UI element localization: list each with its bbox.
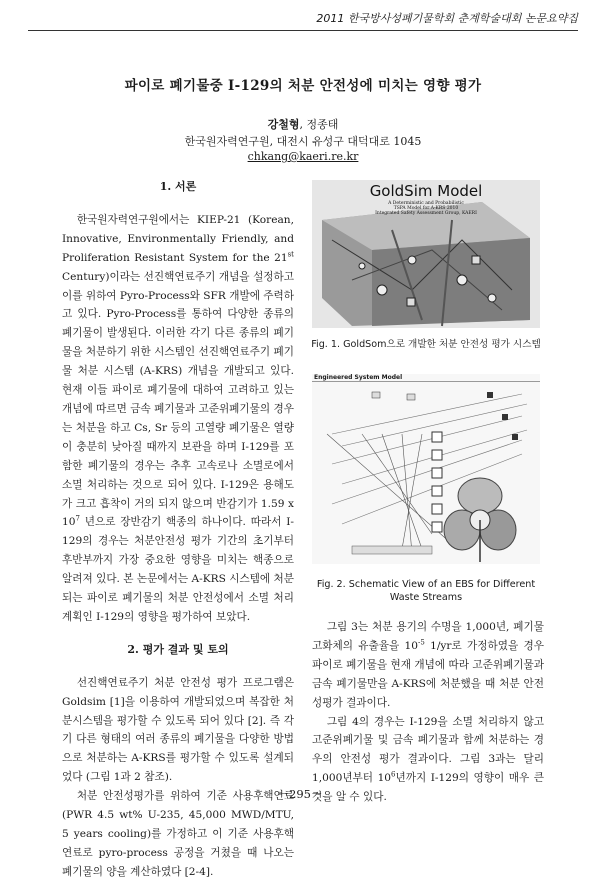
ebs-schematic bbox=[312, 374, 540, 564]
left-column bbox=[62, 178, 294, 882]
figure-2-caption: Fig. 2. Schematic View of an EBS for Different Waste Streams bbox=[316, 579, 536, 603]
author-secondary: , 정종태 bbox=[299, 118, 339, 131]
email-text[interactable]: chkang@kaeri.re.kr bbox=[247, 150, 359, 163]
figure-1-caption: Fig. 1. GoldSom으로 개발한 처분 안전성 평가 시스템 bbox=[311, 339, 541, 350]
author-primary: 강철형 bbox=[267, 118, 300, 131]
section-heading-results: 2. 평가 결과 및 토의 bbox=[127, 642, 229, 656]
author-line bbox=[28, 116, 578, 132]
figure-1-title: GoldSim Model bbox=[369, 182, 483, 200]
conference-header: 2011 한국방사성폐기물학회 춘계학술대회 논문요약집 bbox=[316, 12, 578, 25]
figure-2-label: Engineered System Model bbox=[314, 374, 403, 381]
email-link[interactable] bbox=[28, 150, 578, 163]
paper-title: 파이로 폐기물중 I-129의 처분 안전성에 미치는 영향 평가 bbox=[124, 78, 482, 94]
page-number: －295－ bbox=[277, 787, 323, 801]
results-paragraph-4: 그림 4의 경우는 I-129을 소멸 처리하지 않고 고준위폐기물 및 금속 폐기물과 함께 처분하는 경우의 안전성 평가 결과이다. 그림 3과는 달리 1,000년부터 $10^6$년까지 I-129의 영향이 매우 큰 것을 알 수 있다. bbox=[312, 715, 544, 804]
results-paragraph-1: 선진핵연료주기 처분 안전성 평가 프로그램은 Goldsim [1]을 이용하여 개발되었으며 복잡한 처분시스템을 평가할 수 있도록 되어 있다 [2]. 즉 각기 다른 형태의 여러 종류의 폐기물을 다양한 방법으로 처분하는 A-KRS를 평가할 수 있도록 설계되었다 (그림 1과 2 참조). bbox=[62, 676, 294, 784]
figure-1-subtitle: A Deterministic and Probabilistic TSPA Model for A-KRS 2010 Integrated Safety Assessment Group, KAERI bbox=[375, 201, 477, 216]
right-column bbox=[312, 618, 544, 807]
affiliation: 한국원자력연구원, 대전시 유성구 대덕대로 1045 bbox=[184, 135, 422, 148]
figure-2-ebs bbox=[312, 374, 540, 564]
header-rule bbox=[28, 30, 578, 31]
results-paragraph-2: 처분 안전성평가를 위하여 기준 사용후핵연료 (PWR 4.5 wt% U-235, 45,000 MWD/MTU, 5 years cooling)를 가정하고 이 기준 사용후핵연료로 pyro-process 공정을 거쳤을 때 나오는 폐기물의 양을 계산하였다 [2-4]. bbox=[62, 790, 294, 878]
results-paragraph-3: 그림 3는 처분 용기의 수명을 1,000년, 폐기물 고화체의 유출율을 $10^{-5}$ 1/yr로 가정하였을 경우 파이로 폐기물을 현재 개념에 따라 고준위폐기물과 금속 폐기물만을 A-KRS에 처분했을 때 처분 안전성평가 결과이다. bbox=[312, 621, 544, 709]
section-heading-intro: 1. 서론 bbox=[159, 180, 197, 193]
intro-paragraph: 한국원자력연구원에서는 KIEP-21 (Korean, Innovative, Environmentally Friendly, and Proliferation Resistant System for the 21st Century)이라는 선진핵연료주기 개념을 설정하고 이를 위하여 Pyro-Process와 SFR 개발에 주력하고 있다. Pyro-Process를 통하여 다양한 종류의 폐기물이 발생된다. 이러한 각기 다른 종류의 폐기물을 처분하기 위한 시스템인 선진핵연료주기 폐기물 처분 시스템 (A-KRS) 개념을 개발되고 있다. 현재 이들 파이로 폐기물에 대하여 고려하고 있는 개념에 따르면 금속 폐기물과 고준위폐기물의 경우는 처분을 하고 Cs, Sr 등의 고열량 폐기물은 열량이 충분히 낮아질 때까지 보관을 하며 I-129를 포함한 폐기물의 경우는 추후 고속로나 소멸로에서 소멸 처리하는 것으로 되어 있다. I-129은 용해도가 크고 흡착이 거의 되지 않으며 반감기가 1.59 x $10^7$ 년으로 장반감기 핵종의 하나이다. 따라서 I-129의 경우는 처분안전성 평가 기간의 초기부터 후반부까지 가장 중요한 영향을 미치는 핵종으로 알려져 있다. 본 논문에서는 A-KRS 시스템에 처분되는 파이로 폐기물의 처분 안전성에서 소멸 처리 계획인 I-129의 영향을 평가하여 보았다. bbox=[62, 213, 295, 623]
figure-1-goldsim bbox=[312, 180, 540, 328]
